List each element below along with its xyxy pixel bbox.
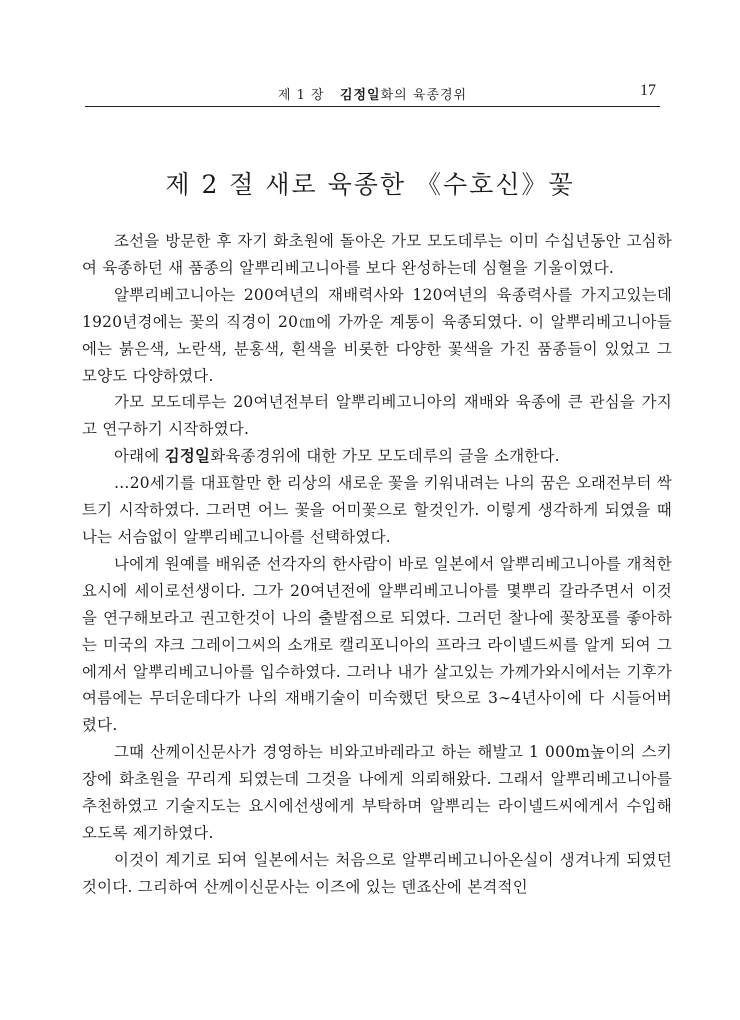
section-title: 제 2 절 새로 육종한 《수호신》꽃 (165, 170, 575, 199)
paragraph-5: …20세기를 대표할만 한 리상의 새로운 꽃을 키워내려는 나의 꿈은 오래전부터 싹트기 시작하였다. 그러면 어느 꽃을 어미꽃으로 할것인가. 이렇게 생각하게 되였을 때 나는 서슴없이 알뿌리베고니아를 선택하였다. (82, 474, 672, 546)
chapter-suffix: 화의 육종경위 (380, 88, 468, 103)
paragraph-3: 가모 모도데루는 20여년전부터 알뿌리베고니아의 재배와 육종에 큰 관심을 가지고 연구하기 시작하였다. (82, 393, 672, 439)
paragraph-2: 알뿌리베고니아는 200여년의 재배력사와 120여년의 육종력사를 가지고있는데 1920년경에는 꽃의 직경이 20㎝에 가까운 계통이 육종되였다. 이 알뿌리베고니아들에는 붉은색, 노란색, 분홍색, 흰색을 비롯한 다양한 꽃색을 가진 품종들이 있었고 그 모양도 다양하였다. (82, 285, 672, 385)
leader-name: 김정일 (164, 447, 211, 466)
chapter-heading (85, 84, 660, 103)
body-text (82, 228, 672, 901)
chapter-leader-name: 김정일 (339, 88, 381, 103)
page-number: 17 (640, 82, 656, 99)
paragraph-8: 이것이 계기로 되여 일본에서는 처음으로 알뿌리베고니아온실이 생겨나게 되였던것이다. 그리하여 산께이신문사는 이즈에 있는 덴죠산에 본격적인 (82, 850, 672, 896)
paragraph-7: 그때 산께이신문사가 경영하는 비와고바레라고 하는 해발고 1 000m높이의 스키장에 화초원을 꾸리게 되였는데 그것을 나에게 의뢰해왔다. 그래서 알뿌리베고니아를 추천하였고 기술지도는 요시에선생에게 부탁하며 알뿌리는 라이넬드씨에게서 수입해오도록 제기하였다. (82, 743, 672, 842)
paragraph-4 (82, 443, 672, 470)
chapter-prefix: 제 1 장 (277, 88, 325, 103)
paragraph-6: 나에게 원예를 배워준 선각자의 한사람이 바로 일본에서 알뿌리베고니아를 개척한 요시에 세이로선생이다. 그가 20여년전에 알뿌리베고니아를 몇뿌리 갈라주면서 이것을 연구해보라고 권고한것이 나의 출발점으로 되였다. 그러던 찰나에 꽃창포를 좋아하는 미국의 쟈크 그레이그씨의 소개로 캘리포니아의 프라크 라이넬드씨를 알게 되여 그에게서 알뿌리베고니아를 입수하였다. 그러나 내가 살고있는 가께가와시에서는 기후가 여름에는 무더운데다가 나의 재배기술이 미숙했던 탓으로 3∼4년사이에 다 시들어버렸다. (82, 554, 672, 735)
paragraph-4-text: 화육종경위에 대한 가모 모도데루의 글을 소개한다. (210, 447, 560, 466)
running-header (85, 78, 660, 107)
paragraph-1: 조선을 방문한 후 자기 화초원에 돌아온 가모 모도데루는 이미 수십년동안 고심하여 육종하던 새 품종의 알뿌리베고니아를 보다 완성하는데 심혈을 기울이였다. (82, 232, 672, 277)
paragraph-4-lead: 아래에 (114, 447, 165, 466)
